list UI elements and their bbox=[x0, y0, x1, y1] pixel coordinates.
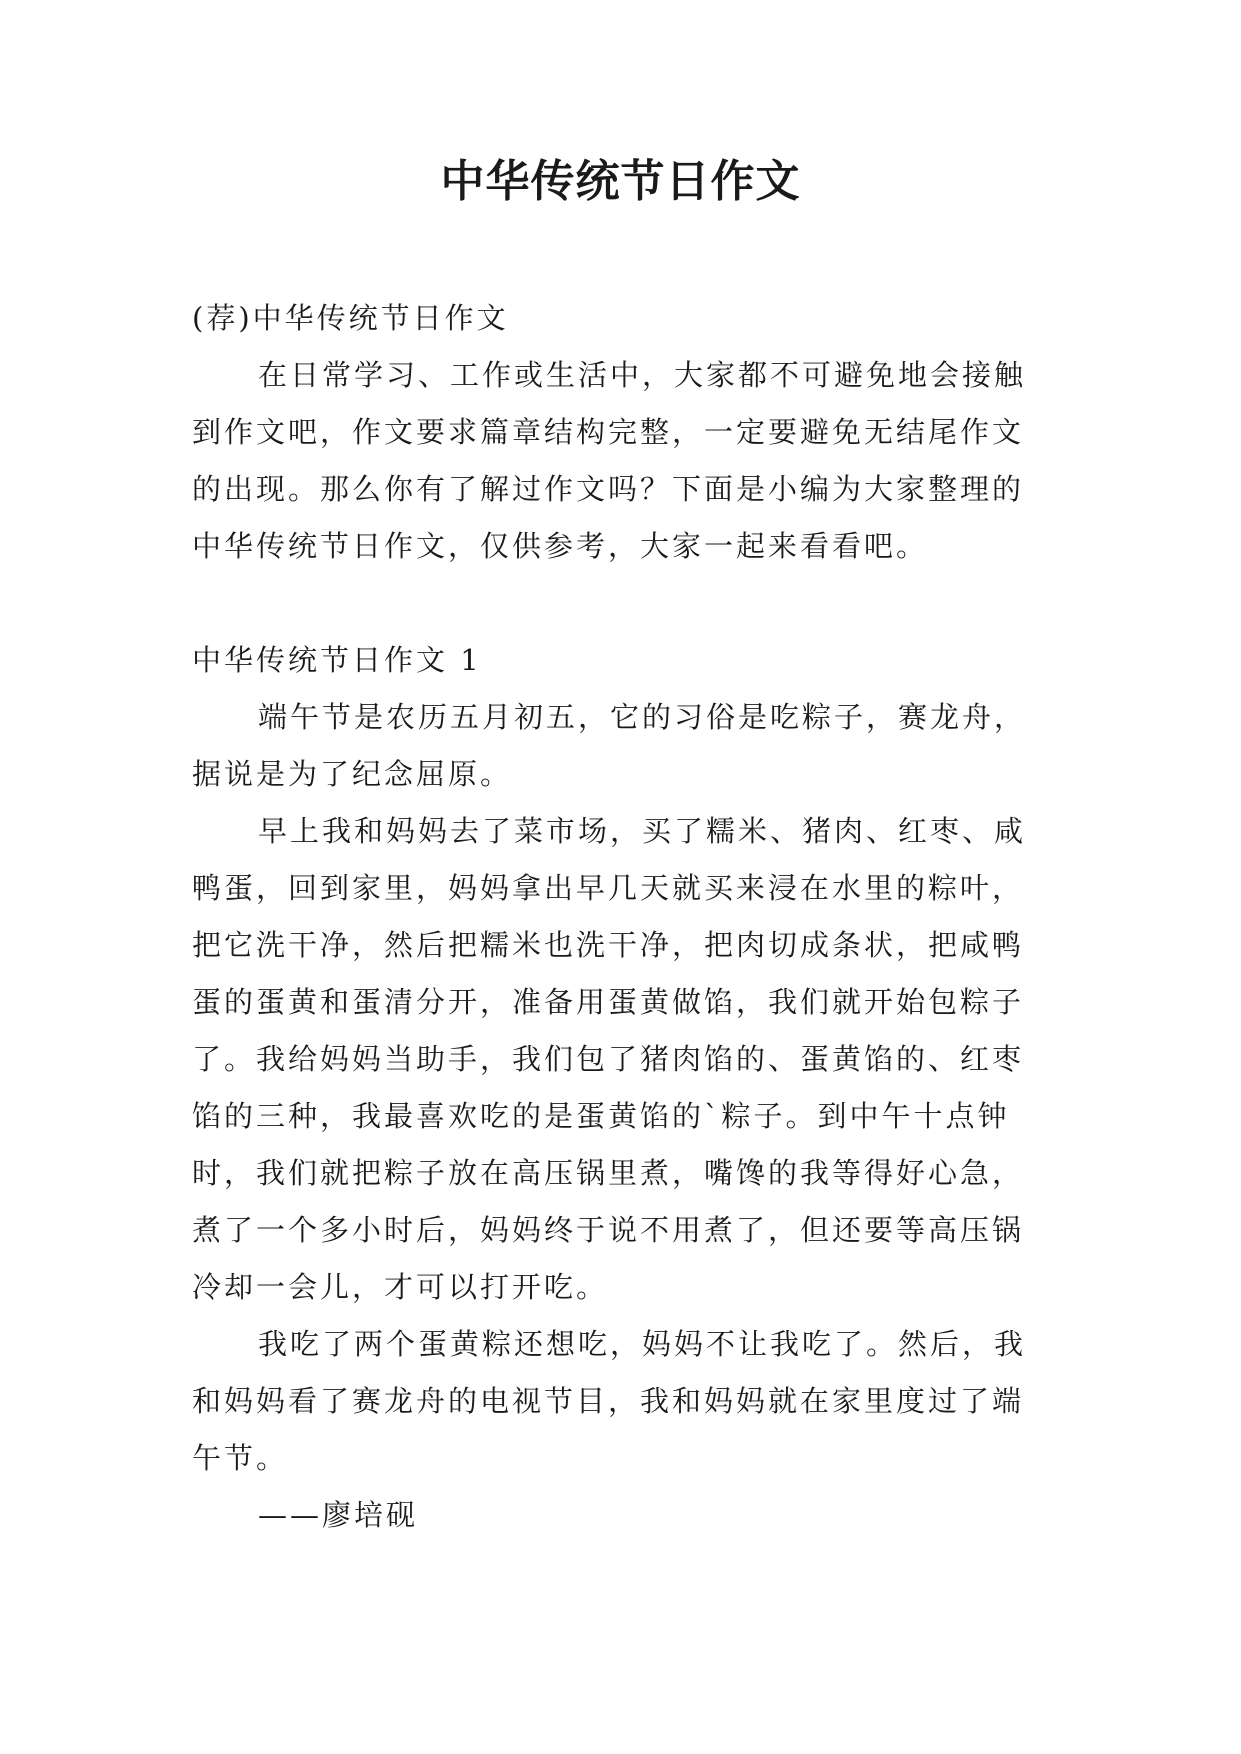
essay-line: 早上我和妈妈去了菜市场，买了糯米、猪肉、红枣、咸 bbox=[258, 814, 1027, 848]
essay-line: 蛋的蛋黄和蛋清分开，准备用蛋黄做馅，我们就开始包粽子 bbox=[192, 985, 1025, 1019]
document-body bbox=[192, 290, 1072, 1544]
essay-line: 我吃了两个蛋黄粽还想吃，妈妈不让我吃了。然后，我 bbox=[258, 1327, 1027, 1361]
essay-line: 鸭蛋，回到家里，妈妈拿出早几天就买来浸在水里的粽叶， bbox=[192, 871, 1025, 905]
essay-line: 煮了一个多小时后，妈妈终于说不用煮了，但还要等高压锅 bbox=[192, 1213, 1025, 1247]
intro-line: 到作文吧，作文要求篇章结构完整，一定要避免无结尾作文 bbox=[192, 415, 1025, 449]
essay-paragraph-3 bbox=[192, 1316, 1072, 1487]
essay-line: 了。我给妈妈当助手，我们包了猪肉馅的、蛋黄馅的、红枣 bbox=[192, 1042, 1025, 1076]
document-title: 中华传统节日作文 bbox=[440, 156, 801, 207]
subtitle: (荐)中华传统节日作文 bbox=[192, 301, 509, 335]
essay-line: 端午节是农历五月初五，它的习俗是吃粽子，赛龙舟， bbox=[258, 700, 1027, 734]
essay-line: 把它洗干净，然后把糯米也洗干净，把肉切成条状，把咸鸭 bbox=[192, 928, 1025, 962]
essay-paragraph-1 bbox=[192, 689, 1072, 803]
essay-line: 馅的三种，我最喜欢吃的是蛋黄馅的`粽子。到中午十点钟 bbox=[192, 1099, 1010, 1133]
essay-line: 和妈妈看了赛龙舟的电视节目，我和妈妈就在家里度过了端 bbox=[192, 1384, 1025, 1418]
essay-paragraph-2 bbox=[192, 803, 1072, 1316]
intro-line: 中华传统节日作文，仅供参考，大家一起来看看吧。 bbox=[192, 529, 929, 563]
essay-line: 时，我们就把粽子放在高压锅里煮，嘴馋的我等得好心急， bbox=[192, 1156, 1025, 1190]
intro-line: 在日常学习、工作或生活中，大家都不可避免地会接触 bbox=[258, 358, 1027, 392]
essay-heading: 中华传统节日作文 1 bbox=[192, 643, 482, 677]
essay-line: 据说是为了纪念屈原。 bbox=[192, 757, 513, 791]
essay-line: 冷却一会儿，才可以打开吃。 bbox=[192, 1270, 609, 1304]
intro-line: 的出现。那么你有了解过作文吗？下面是小编为大家整理的 bbox=[192, 472, 1025, 506]
intro-paragraph bbox=[192, 347, 1072, 575]
spacer bbox=[192, 575, 1072, 632]
essay-signature: ——廖培砚 bbox=[258, 1498, 419, 1532]
essay-line: 午节。 bbox=[192, 1441, 289, 1475]
